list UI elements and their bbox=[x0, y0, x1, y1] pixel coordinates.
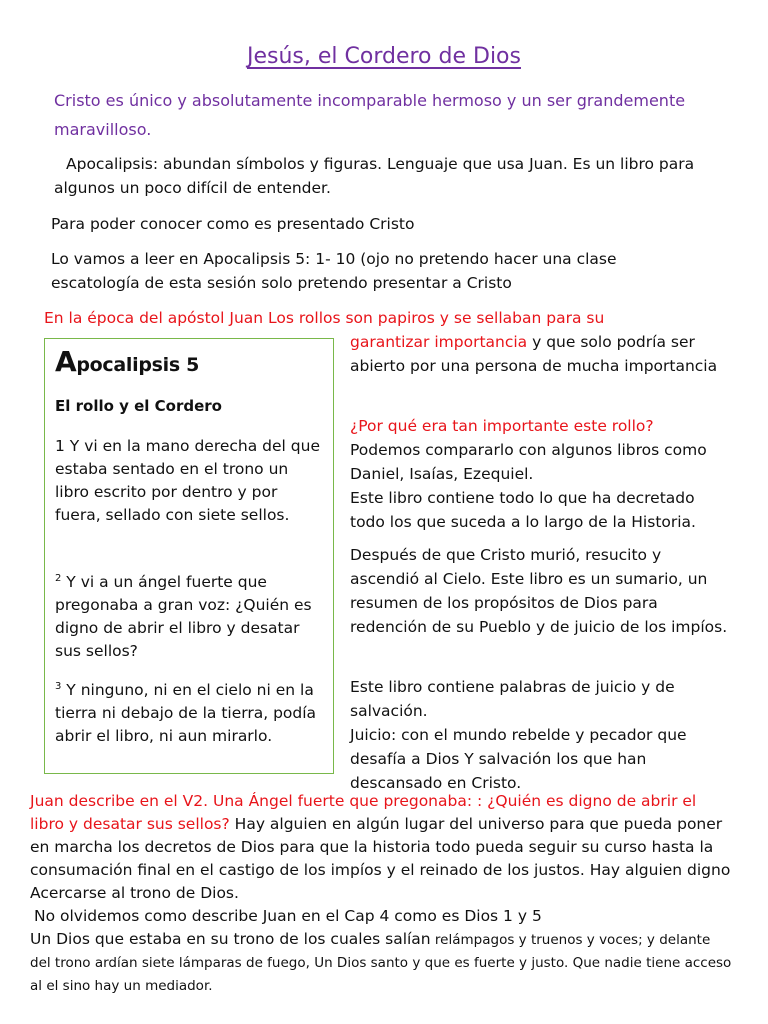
box-subtitle: El rollo y el Cordero bbox=[55, 397, 222, 415]
bottom-paragraph-cap4: No olvidemos como describe Juan en el Cap 4 como es Dios 1 y 5 bbox=[34, 907, 542, 925]
garantizar-importancia: garantizar importancia bbox=[350, 333, 528, 351]
verse-1-text: Y vi en la mano derecha del que estaba sentado en el trono un libro escrito por dentro y por fuera, sellado con siete sellos. bbox=[55, 437, 320, 524]
juicio-salvacion: Este libro contiene palabras de juicio y de salvación. bbox=[350, 678, 675, 720]
juan-describe: Juan describe en el V2. Una Ángel fuerte que pregonaba: : ¿Quién es digno de abrir el libro y desatar sus sellos? bbox=[30, 792, 697, 833]
question-rollo: ¿Por qué era tan importante este rollo? bbox=[350, 417, 654, 435]
verse-3 bbox=[55, 675, 327, 748]
paragraph-conocer: Para poder conocer como es presentado Cristo bbox=[51, 215, 415, 233]
red-intro-line: En la época del apóstol Juan Los rollos son papiros y se sellaban para su bbox=[44, 309, 605, 327]
box-title-initial: A bbox=[55, 345, 77, 378]
page-title: Jesús, el Cordero de Dios bbox=[247, 44, 521, 69]
trono-lead: Un Dios que estaba en su trono de los cuales salían bbox=[30, 930, 431, 948]
box-title bbox=[55, 345, 199, 378]
right-paragraph-importancia bbox=[350, 330, 730, 378]
bottom-paragraph-digno bbox=[30, 790, 735, 905]
right-paragraph-juicio bbox=[350, 675, 730, 795]
scripture-box bbox=[44, 338, 334, 774]
verse-2-number: 2 bbox=[55, 573, 62, 584]
intro-text: Cristo es único y absolutamente incomparable hermoso y un ser grandemente maravilloso. bbox=[54, 91, 686, 139]
verse-1-number: 1 bbox=[55, 437, 65, 455]
verse-3-number: 3 bbox=[55, 681, 62, 692]
juicio-definicion: Juicio: con el mundo rebelde y pecador que desafía a Dios Y salvación los que han descansado en Cristo. bbox=[350, 726, 687, 792]
right-paragraph-sumario: Después de que Cristo murió, resucito y ascendió al Cielo. Este libro es un sumario, un resumen de los propósitos de Dios para redención de su Pueblo y de juicio de los impíos. bbox=[350, 546, 728, 636]
verse-1 bbox=[55, 435, 327, 527]
verse-2-text: Y vi a un ángel fuerte que pregonaba a gran voz: ¿Quién es digno de abrir el libro y desatar sus sellos? bbox=[55, 573, 312, 661]
verse-2 bbox=[55, 567, 327, 663]
bottom-paragraph-trono bbox=[30, 928, 735, 997]
compare-books: Podemos compararlo con algunos libros como Daniel, Isaías, Ezequiel. bbox=[350, 441, 707, 483]
importancia-text: y que solo podría ser abierto por una persona de mucha importancia bbox=[350, 333, 718, 375]
box-title-rest: pocalipsis 5 bbox=[76, 354, 200, 376]
trono-small: relámpagos y truenos y voces; y delante del trono ardían siete lámparas de fuego, Un Dios santo y que es fuerte y justo. Que nadie tiene acceso al el sino hay un mediador. bbox=[30, 932, 732, 994]
verse-3-text: Y ninguno, ni en el cielo ni en la tierra ni debajo de la tierra, podía abrir el libro, ni aun mirarlo. bbox=[55, 681, 317, 746]
paragraph-leer: Lo vamos a leer en Apocalipsis 5: 1- 10 (ojo no pretendo hacer una clase escatología de esta sesión solo pretendo presentar a Cristo bbox=[51, 250, 617, 292]
right-paragraph-rollo bbox=[350, 414, 730, 534]
book-contents: Este libro contiene todo lo que ha decretado todo los que suceda a lo largo de la Historia. bbox=[350, 489, 696, 531]
paragraph-apocalipsis: Apocalipsis: abundan símbolos y figuras. Lenguaje que usa Juan. Es un libro para algunos un poco difícil de entender. bbox=[54, 155, 695, 197]
digno-text: Hay alguien en algún lugar del universo para que pueda poner en marcha los decretos de Dios para que la historia todo pueda seguir su curso hasta la consumación final en el castigo de los impíos y el reinado de los justos. Hay alguien digno Acercarse al trono de Dios. bbox=[30, 815, 731, 902]
